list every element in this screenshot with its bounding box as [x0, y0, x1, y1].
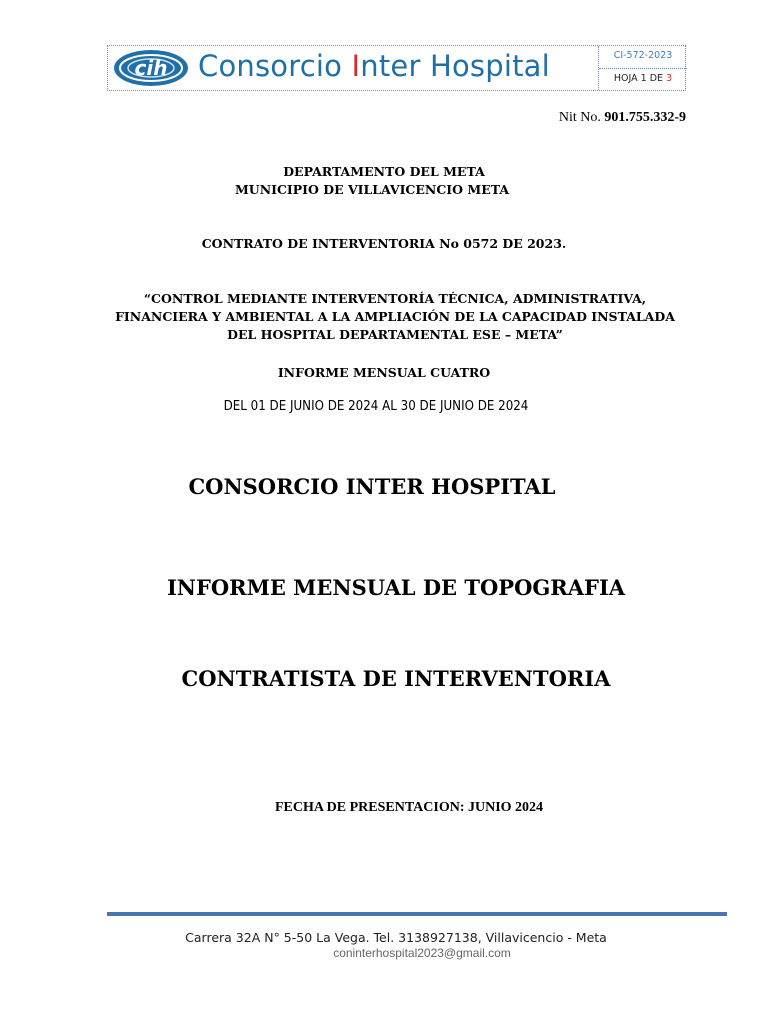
report-label: INFORME MENSUAL CUATRO	[277, 365, 491, 380]
consorcio-logo	[112, 48, 190, 88]
contract-number: CONTRATO DE INTERVENTORIA No 0572 DE 2023.	[201, 236, 567, 251]
municipality-line: MUNICIPIO DE VILLAVICENCIO META	[234, 182, 510, 197]
department-line: DEPARTAMENTO DEL META	[283, 164, 485, 179]
footer-address: Carrera 32A N° 5-50 La Vega. Tel. 3138927138, Villavicencio - Meta	[185, 930, 607, 945]
nit-number: Nit No. 901.755.332-9	[558, 110, 686, 125]
presentation-date: FECHA DE PRESENTACION: JUNIO 2024	[274, 800, 544, 815]
title-report: INFORME MENSUAL DE TOPOGRAFIA	[166, 575, 626, 600]
footer-divider	[107, 912, 727, 916]
contract-object: “CONTROL MEDIANTE INTERVENTORÍA TÉCNICA, ADMINISTRATIVA, FINANCIERA Y AMBIENTAL A LA AMPLIACIÓN DE LA CAPACIDAD INSTALADA DEL HOSPITAL DEPARTAMENTAL ESE – META”	[115, 291, 675, 342]
sheet-number: HOJA 1 DE 3	[613, 73, 673, 84]
brand-name: Consorcio Inter Hospital	[198, 49, 550, 83]
svg-text:cih: cih	[134, 56, 168, 80]
footer-email: coninterhospital2023@gmail.com	[333, 946, 511, 960]
title-consortium: CONSORCIO INTER HOSPITAL	[188, 474, 556, 499]
title-contractor: CONTRATISTA DE INTERVENTORIA	[181, 666, 611, 691]
report-period: DEL 01 DE JUNIO DE 2024 AL 30 DE JUNIO DE 2024	[223, 398, 529, 414]
document-code: CI-572-2023	[599, 46, 687, 69]
document-header	[107, 45, 686, 91]
document-code-box	[598, 46, 687, 90]
